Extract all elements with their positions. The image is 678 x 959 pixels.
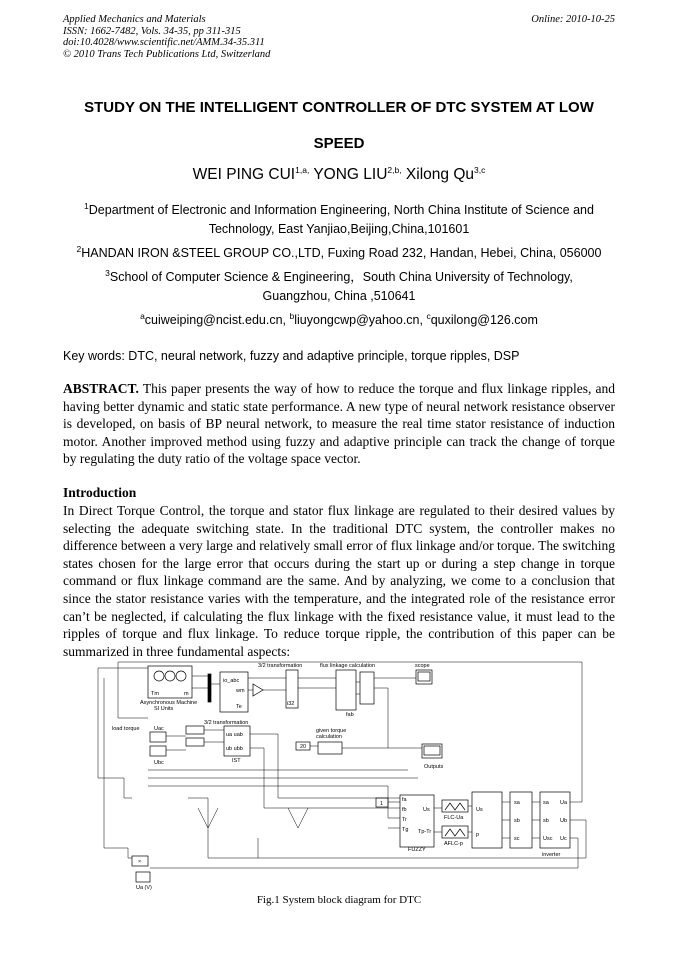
email: cuiweiping@ncist.edu.cn,: [144, 313, 290, 327]
fuzzy-label: FUZZY: [408, 847, 426, 853]
given-torque-label: given torque: [316, 728, 347, 734]
sb-port: sb: [514, 818, 520, 824]
usc-in: Usc: [543, 836, 553, 842]
flux-calc-block: [336, 670, 356, 710]
affiliation-sup: 3: [105, 267, 110, 278]
copyright: © 2010 Trans Tech Publications Ltd, Switzerland: [63, 48, 271, 60]
tp-tr-port: Tp-Tr: [418, 829, 432, 835]
affiliation-1: [70, 201, 608, 239]
journal-header: [63, 14, 270, 60]
uac-label: Uac: [154, 726, 164, 732]
abstract-text: This paper presents the way of how to reduce the torque and flux linkage ripples, and having better dynamic and static state performance. A new type of neural network resistance observer is developed, on basis of BP neural network, to measure the real time stator resistance of induction motor. Another improved method using fuzzy and adaptive principle can track the change of torque by regulating the duty ratio of the voltage space vector.: [63, 381, 615, 467]
outputs-label: Outputs: [424, 764, 444, 770]
abstract: [63, 380, 615, 468]
sa-in: sa: [543, 800, 549, 806]
doi: doi:10.4028/www.scientific.net/AMM.34-35.311: [63, 37, 265, 48]
ua-uab-label: ua uab: [226, 732, 243, 738]
machine-icon: [154, 671, 164, 681]
sb-in: sb: [543, 818, 549, 824]
ua-v-label: Ua (V): [136, 885, 152, 890]
email-sup: b: [289, 310, 295, 321]
title-line-2: SPEED: [313, 135, 365, 152]
t32-label: 3/2 transformation: [258, 663, 303, 669]
machine-label: Asynchronous Machine: [140, 700, 198, 706]
sc-port: sc: [514, 836, 520, 842]
affiliation-line: Department of Electronic and Information Engineering, North China Institute of Science and: [88, 203, 594, 217]
te-label: Te: [236, 704, 242, 710]
const-1: 1: [380, 801, 384, 807]
fa-port: fa: [402, 797, 407, 803]
abstract-label: ABSTRACT.: [63, 381, 139, 396]
uc-out: Uc: [560, 836, 567, 842]
affiliation-line: School of Computer Science & Engineering，South China University of Technology,: [109, 270, 573, 284]
affiliation-line: Guangzhou, China ,510641: [262, 289, 416, 303]
us-port: Us: [423, 807, 430, 813]
author-sup: 2,b,: [387, 164, 402, 175]
svg-text:×: ×: [138, 859, 142, 865]
author-name: YONG LIU: [313, 166, 388, 183]
fb-port: fb: [402, 807, 407, 813]
io-abc-label: io_abc: [223, 678, 240, 684]
m-port: m: [184, 691, 189, 697]
calculation-label: calculation: [316, 734, 342, 740]
sa-port: sa: [514, 800, 520, 806]
author-sup: 1,a,: [295, 164, 310, 175]
p-in: p: [476, 832, 480, 838]
email: liuyongcwp@yahoo.cn,: [294, 313, 427, 327]
fab-label: fab: [346, 712, 354, 718]
author-name: Xilong Qu: [405, 166, 474, 183]
inverter-label: inverter: [542, 852, 561, 858]
affiliation-sup: 1: [84, 200, 89, 211]
affiliation-3: [70, 268, 608, 306]
section-heading: Introduction: [63, 485, 137, 500]
ua-out: Ua: [560, 800, 568, 806]
dtc-block-diagram: [88, 658, 592, 890]
affiliation-line: Technology, East Yanjiao,Beijing,China,101601: [208, 222, 470, 236]
issn: ISSN: 1662-7482, Vols. 34-35, pp 311-315: [63, 25, 241, 37]
ub-out: Ub: [560, 818, 568, 824]
title-line-1: STUDY ON THE INTELLIGENT CONTROLLER OF DTC SYSTEM AT LOW: [84, 99, 594, 116]
load-torque-label: load torque: [112, 726, 140, 732]
author-sup: 3,c: [474, 164, 486, 175]
us-in: Us: [476, 807, 483, 813]
affiliation-sup: 2: [76, 243, 82, 254]
scope-label: scope: [415, 663, 430, 669]
ubc-label: Ubc: [154, 760, 164, 766]
tg-port: Tg: [402, 827, 409, 833]
t32b-label: 3/2 transformation: [204, 720, 249, 726]
paper-title: [60, 90, 618, 162]
aflc-p-label: AFLC-p: [444, 841, 463, 847]
i32-label: i32: [287, 701, 295, 707]
machine-units: SI Units: [154, 706, 174, 712]
author-name: WEI PING CUI: [192, 166, 296, 183]
tr-port: Tr: [402, 817, 407, 823]
ub-ubb-label: ub ubb: [226, 746, 243, 752]
keywords: Key words: DTC, neural network, fuzzy and adaptive principle, torque ripples, DSP: [63, 349, 520, 363]
affiliation-2: [60, 244, 618, 263]
wm-label: wm: [236, 688, 245, 694]
online-date: Online: 2010-10-25: [531, 14, 615, 25]
const-20: 20: [300, 744, 307, 750]
intro-paragraph: In Direct Torque Control, the torque and stator flux linkage are regulated to their desired values by selecting the adequate switching state. In the traditional DTC system, the controller makes no difference between a very large and relatively small error of flux linkage and/or torque. The switching states chosen for the large error that occurs during the start up or during a step change in torque command or flux linkage command are the same. And by analyzing, we come to a conclusion that since the stator resistance varies with the temperature, and the integrated role of the resistance error can’t be neglected, if calculating the flux linkage with the fixed resistance value, it must lead to the ripples of torque and flux linkage. To reduce torque ripple, the contribution of this paper can be summarized in three fundamental aspects:: [63, 503, 615, 659]
email-sup: a: [140, 310, 145, 321]
emails: [70, 311, 608, 330]
figure-caption: Fig.1 System block diagram for DTC: [256, 894, 422, 906]
tm-port: Tm: [151, 691, 159, 697]
journal-name: Applied Mechanics and Materials: [63, 14, 206, 25]
affiliation-line: HANDAN IRON &STEEL GROUP CO.,LTD, Fuxing Road 232, Handan, Hebei, China, 056000: [81, 246, 602, 260]
email: quxilong@126.com: [430, 313, 538, 327]
email-sup: c: [426, 310, 431, 321]
ist-label: IST: [232, 758, 241, 764]
flc-ua-label: FLC-Ua: [444, 815, 464, 821]
flux-calc-label: flux linkage calculation: [320, 663, 376, 669]
author-list: [60, 166, 618, 184]
